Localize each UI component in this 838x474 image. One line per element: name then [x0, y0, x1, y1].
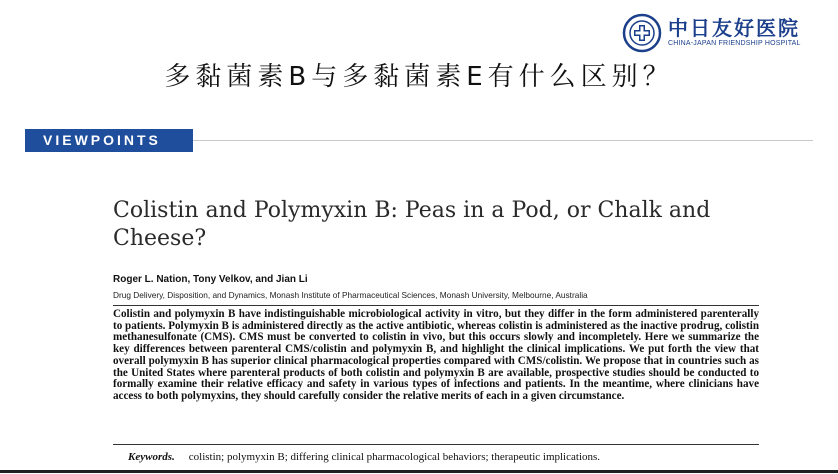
article-abstract: Colistin and polymyxin B have indistinguishable microbiological activity in vitro, but they differ in the form administered parenterally to patients. Polymyxin B is administered directly as the active antibiotic, whereas colistin is administered as the inactive prodrug, colistin methanesulfonate (CMS). CMS must be converted to colistin in vivo, but this occurs slowly and incompletely. Here we summarize the key differences between parenteral CMS/colistin and polymyxin B, and highlight the clinical implications. We put forth the view that overall polymyxin B has superior clinical pharmacological properties compared with CMS/colistin. We propose that in countries such as the United States where parenteral products of both colistin and polymyxin B are available, prospective studies should be conducted to formally examine their relative efficacy and safety in various types of infections and patients. In the meantime, where clinicians have access to both polymyxins, they should carefully consider the relative merits of each in a given circumstance. — [113, 308, 759, 402]
abstract-top-rule — [113, 305, 759, 306]
keywords-text: colistin; polymyxin B; differing clinical pharmacological behaviors; therapeutic implications. — [188, 451, 601, 463]
hospital-name-cn: 中日友好医院 — [668, 16, 800, 40]
hospital-logo — [622, 12, 822, 54]
hospital-emblem-icon — [622, 13, 662, 53]
article-title: Colistin and Polymyxin B: Peas in a Pod, or Chalk and Cheese? — [113, 198, 711, 251]
section-label: VIEWPOINTS — [43, 132, 161, 148]
keywords-line — [128, 450, 600, 464]
section-bar — [25, 129, 193, 152]
article-authors: Roger L. Nation, Tony Velkov, and Jian Li — [113, 274, 308, 285]
keywords-label: Keywords. — [128, 451, 175, 463]
hospital-name-en: CHINA-JAPAN FRIENDSHIP HOSPITAL — [668, 40, 801, 47]
abstract-bottom-rule — [113, 444, 759, 445]
slide-title: 多黏菌素B与多黏菌素E有什么区别？ — [164, 62, 674, 92]
section-divider — [193, 140, 813, 141]
article-affiliation: Drug Delivery, Disposition, and Dynamics, Monash Institute of Pharmaceutical Sciences, Monash University, Melbourne, Australia — [113, 290, 588, 300]
page-bottom-rule — [0, 470, 838, 473]
